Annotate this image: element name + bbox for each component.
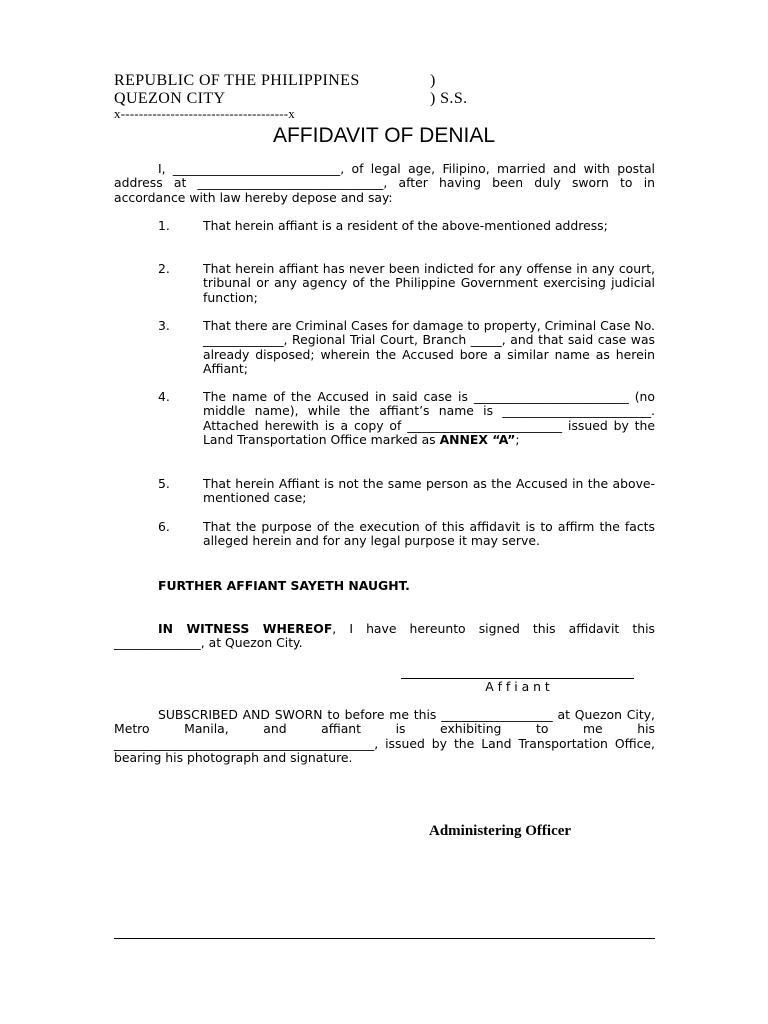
item-4-text-main: The name of the Accused in said case is _________________________ (no middle name), while the affiant’s name is ________________________. Attached herewith is a copy of _________________________ issued by the Land Transportation Office marked as [203,389,655,447]
caption-line-republic [114,72,436,90]
intro-paragraph: I, ___________________________, of legal age, Filipino, married and with postal address at ______________________________, after having been duly sworn to in accordance with law hereby depose and say: [114,161,655,205]
annex-label: ANNEX “A” [439,431,516,447]
item-4-text [203,390,655,447]
witness-heading: IN WITNESS WHEREOF [158,621,333,636]
witness-paragraph [114,622,655,651]
caption-city-text: QUEZON CITY [114,90,226,107]
caption-ss: ) S.S. [430,90,468,107]
item-1-number: 1. [158,218,170,233]
item-2-number: 2. [158,261,170,276]
item-2-text: That herein affiant has never been indicted for any offense in any court, tribunal or any agency of the Philippine Government exercising judicial function; [203,261,655,305]
item-4-number: 4. [158,389,170,404]
item-3-text: That there are Criminal Cases for damage to property, Criminal Case No. _____________, Regional Trial Court, Branch _____, and that said case was already disposed; wherein the Accused bore a similar name as herein Affiant; [203,318,655,376]
caption-paren: ) [430,72,436,89]
administering-officer-label: Administering Officer [429,823,572,839]
item-6-number: 6. [158,519,170,534]
jurat-paragraph: SUBSCRIBED AND SWORN to before me this __________________ at Quezon City, Metro Manila, and affiant is exhibiting to me his __________________________________________, issued by the Land Transportation Office, bearing his photograph and signature. [114,707,655,765]
item-5-text: That herein Affiant is not the same person as the Accused in the above-mentioned case; [203,476,655,506]
item-6-text: That the purpose of the execution of this affidavit is to affirm the facts alleged herein and for any legal purpose it may serve. [203,519,655,549]
affiant-label: A f f i a n t [485,679,550,694]
item-1-text: That herein affiant is a resident of the above-mentioned address; [203,218,608,233]
bottom-rule [114,938,655,939]
caption-republic-text: REPUBLIC OF THE PHILIPPINES [114,72,360,89]
item-5-number: 5. [158,476,170,491]
further-affiant-statement: FURTHER AFFIANT SAYETH NAUGHT. [158,578,410,593]
item-3-number: 3. [158,318,170,333]
caption-separator: x-------------------------------------x [114,106,295,121]
witness-text: , I have hereunto signed this affidavit this ______________, at Quezon City. [114,621,655,651]
document-title: AFFIDAVIT OF DENIAL [272,124,496,147]
item-4-text-end: ; [515,431,520,447]
